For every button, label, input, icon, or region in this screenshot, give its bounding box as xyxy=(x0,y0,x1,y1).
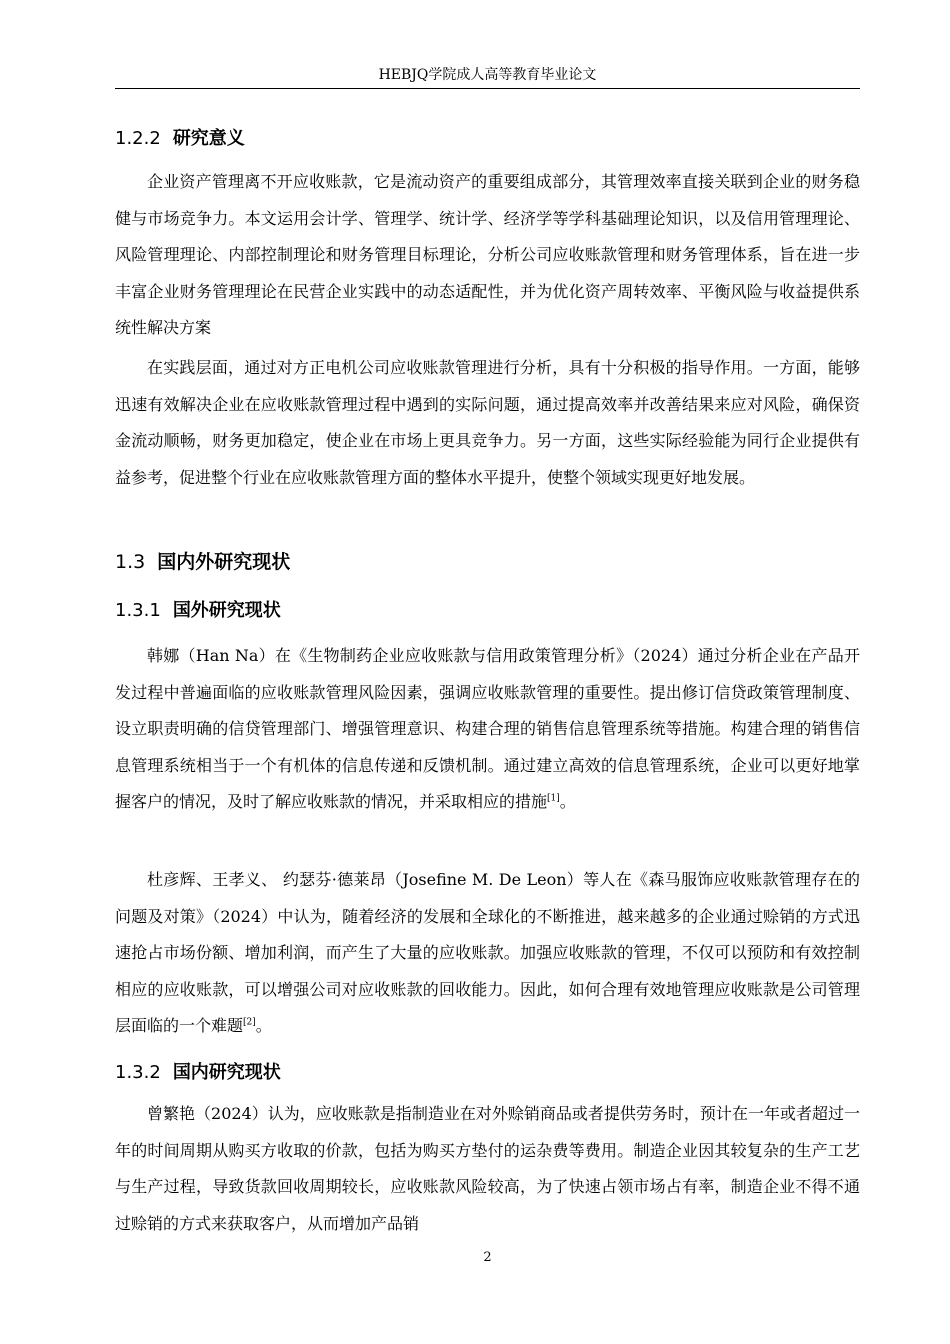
page-number: 2 xyxy=(483,1250,492,1265)
section-title: 研究意义 xyxy=(172,128,245,149)
section-heading-1-2-2 xyxy=(115,126,245,152)
citation-ref: [1] xyxy=(547,794,560,805)
section-number: 1.3.1 xyxy=(115,600,161,621)
section-title: 国内研究现状 xyxy=(172,1062,281,1083)
paragraph-end: 。 xyxy=(559,792,576,812)
header-rule xyxy=(115,88,860,89)
paragraph-domestic-research: 曾繁艳（2024）认为，应收账款是指制造业在对外赊销商品或者提供劳务时，预计在一年或者超过一年的时间周期从购买方收取的价款，包括为购买方垫付的运杂费等费用。制造企业因其较复杂的生产工艺与生产过程，导致货款回收周期较长，应收账款风险较高，为了快速占领市场占有率，制造企业不得不通过赊销的方式来获取客户，从而增加产品销 xyxy=(115,1104,860,1233)
paragraph-text: 杜彦辉、王孝义、 约瑟芬·德莱昂（Josefine M. De Leon）等人在《森马服饰应收账款管理存在的问题及对策》（2024）中认为，随着经济的发展和全球化的不断推进，越来越多的企业通过赊销的方式迅速抢占市场份额、增加利润，而产生了大量的应收账款。加强应收账款的管理，不仅可以预防和有效控制相应的应收账款，可以增强公司对应收账款的回收能力。因此，如何合理有效地管理应收账款是公司管理层面临的一个难题 xyxy=(115,870,860,1036)
paragraph-end: 。 xyxy=(255,1016,272,1036)
citation-ref: [2] xyxy=(243,1018,256,1029)
section-title: 国外研究现状 xyxy=(172,600,281,621)
section-number: 1.3 xyxy=(115,551,146,573)
paragraph-text: 韩娜（Han Na）在《生物制药企业应收账款与信用政策管理分析》（2024）通过分析企业在产品开发过程中普遍面临的应收账款管理风险因素，强调应收账款管理的重要性。提出修订信贷政策管理制度、设立职责明确的信贷管理部门、增强管理意识、构建合理的销售信息管理系统等措施。构建合理的销售信息管理系统相当于一个有机体的信息传递和反馈机制。通过建立高效的信息管理系统，企业可以更好地掌握客户的情况，及时了解应收账款的情况，并采取相应的措施 xyxy=(115,646,860,812)
paragraph-significance-practice: 在实践层面，通过对方正电机公司应收账款管理进行分析，具有十分积极的指导作用。一方面，能够迅速有效解决企业在应收账款管理过程中遇到的实际问题，通过提高效率并改善结果来应对风险，确保资金流动顺畅，财务更加稳定，使企业在市场上更具竞争力。另一方面，这些实际经验能为同行企业提供有益参考，促进整个行业在应收账款管理方面的整体水平提升，使整个领域实现更好地发展。 xyxy=(115,358,860,487)
section-number: 1.3.2 xyxy=(115,1062,161,1083)
paragraph-significance-theory: 企业资产管理离不开应收账款，它是流动资产的重要组成部分，其管理效率直接关联到企业的财务稳健与市场竞争力。本文运用会计学、管理学、统计学、经济学等学科基础理论知识，以及信用管理理论、风险管理理论、内部控制理论和财务管理目标理论，分析公司应收账款管理和财务管理体系，旨在进一步丰富企业财务管理理论在民营企业实践中的动态适配性，并为优化资产周转效率、平衡风险与收益提供系统性解决方案 xyxy=(115,172,860,338)
section-heading-1-3 xyxy=(115,549,290,575)
paragraph-foreign-research-2 xyxy=(115,862,860,1045)
paragraph-foreign-research-1 xyxy=(115,638,860,821)
section-heading-1-3-1 xyxy=(115,598,281,624)
section-number: 1.2.2 xyxy=(115,128,161,149)
running-header: HEBJQ学院成人高等教育毕业论文 xyxy=(378,67,597,83)
section-title: 国内外研究现状 xyxy=(157,551,291,573)
section-heading-1-3-2 xyxy=(115,1060,281,1086)
